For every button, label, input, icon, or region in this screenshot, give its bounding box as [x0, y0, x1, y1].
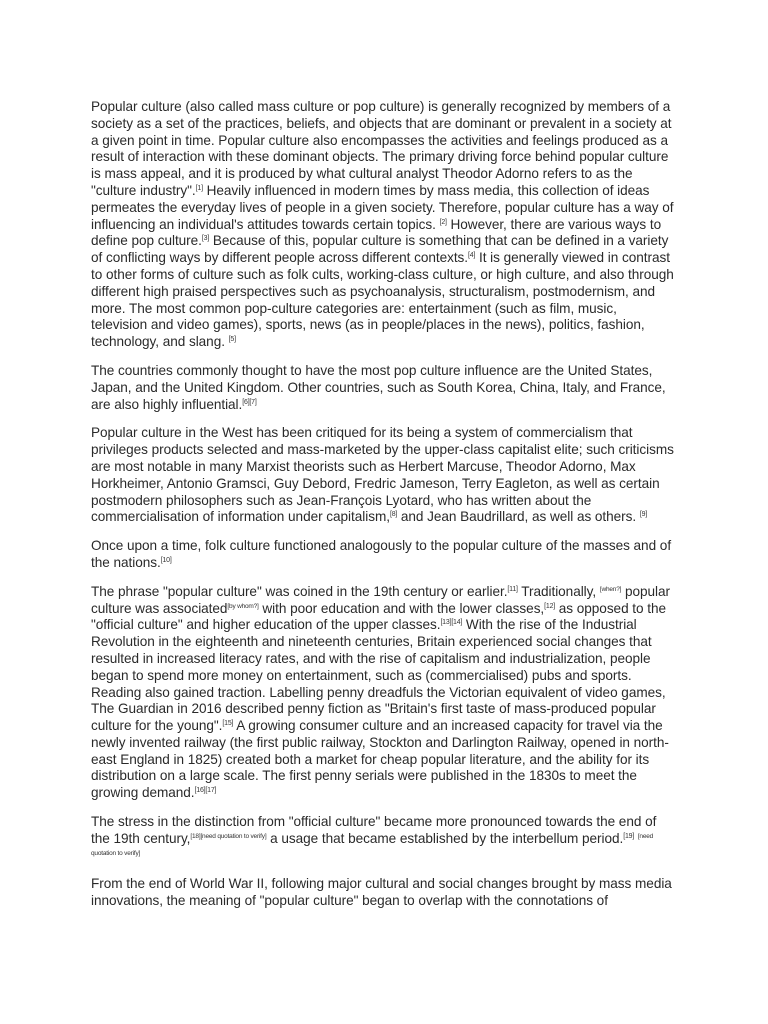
text-run: From the end of World War II, following major cultural and social changes brought by mass media innovations, the meaning of "popular culture" began to overlap with the connotations of [91, 876, 672, 909]
reference-link[interactable]: [13][14] [440, 619, 463, 627]
paragraph [91, 99, 675, 351]
text-run: a usage that became established by the interbellum period. [266, 830, 624, 846]
citation-needed-note[interactable]: [18][need quotation to verify] [190, 832, 267, 840]
reference-link[interactable]: [4] [468, 252, 476, 260]
reference-link[interactable]: [3] [201, 235, 210, 243]
citation-needed-note[interactable]: [by whom?] [227, 602, 259, 610]
reference-link[interactable]: [8] [389, 511, 398, 519]
text-run: A growing consumer culture and an increased capacity for travel via the newly invented railway (the first public railway, Stockton and Darlington Railway, opened in north-east England in 1825) created both a market for cheap popular literature, and the ability for its distribution on a large scale. The first penny serials were published in the 1830s to meet the growing demand. [91, 718, 669, 801]
reference-link[interactable]: [10] [160, 556, 172, 564]
citation-needed-note[interactable]: [need quotation to verify] [91, 832, 654, 857]
paragraph [91, 425, 675, 526]
paragraph [91, 814, 675, 864]
text-run: Traditionally, [517, 583, 600, 599]
text-run: With the rise of the Industrial Revolution in the eighteenth and nineteenth centuries, Britain experienced social changes that resulted in increased literacy rates, and with the rise of capitalism and industrialization, people began to spend more money on entertainment, such as (commercialised) pubs and sports. Reading also gained traction. Labelling penny dreadfuls the Victorian equivalent of video games, The Guardian in 2016 described penny fiction as "Britain's first taste of mass-produced popular culture for the young". [91, 617, 666, 734]
text-run: Popular culture in the West has been critiqued for its being a system of commercialism that privileges products selected and mass-marketed by the upper-class capitalist elite; such criticisms are most notable in many Marxist theorists such as Herbert Marcuse, Theodor Adorno, Max Horkheimer, Antonio Gramsci, Guy Debord, Fredric Jameson, Terry Eagleton, as well as certain postmodern philosophers such as Jean-François Lyotard, who has written about the commercialisation of information under capitalism, [91, 425, 674, 525]
text-run: and Jean Baudrillard, as well as others. [397, 509, 640, 525]
text-run: popular culture was associated [91, 583, 670, 616]
text-run: Popular culture (also called mass culture or pop culture) is generally recognized by members of a society as a set of the practices, beliefs, and objects that are dominant or prevalent in a society at a given point in time. Popular culture also encompasses the activities and feelings produced as a result of interaction with these dominant objects. The primary driving force behind popular culture is mass appeal, and it is produced by what cultural analyst Theodor Adorno refers to as the "culture industry". [91, 99, 672, 198]
text-run: as opposed to the "official culture" and higher education of the upper classes. [91, 600, 667, 633]
text-run: The countries commonly thought to have the most pop culture influence are the United States, Japan, and the United Kingdom. Other countries, such as South Korea, China, Italy, and France, are also highly influential. [91, 362, 666, 412]
paragraph [91, 876, 675, 910]
article-body [91, 99, 675, 910]
text-run: The stress in the distinction from "official culture" became more pronounced towards the end of the 19th century, [91, 814, 657, 846]
reference-link[interactable]: [1] [195, 184, 203, 192]
paragraph [91, 363, 675, 413]
reference-link[interactable]: [11] [507, 585, 518, 593]
text-run: Once upon a time, folk culture functioned analogously to the popular culture of the masses and of the nations. [91, 538, 672, 570]
reference-link[interactable]: [19] [623, 832, 635, 840]
text-run: Heavily influenced in modern times by mass media, this collection of ideas permeates the everyday lives of people in a given society. Therefore, popular culture has a way of influencing an individual's attitudes towards certain topics. [91, 182, 674, 232]
text-run: It is generally viewed in contrast to other forms of culture such as folk cults, working-class culture, or high culture, and also through different high praised perspectives such as psychoanalysis, structuralism, postmodernism, and more. The most common pop-culture categories are: entertainment (such as film, music, television and video games), sports, news (as in people/places in the news), politics, fashion, technology, and slang. [91, 250, 674, 350]
reference-link[interactable]: [15] [222, 720, 234, 728]
paragraph [91, 538, 675, 572]
text-run: However, there are various ways to define pop culture. [91, 216, 662, 249]
reference-link[interactable]: [12] [544, 602, 556, 610]
text-run: with poor education and with the lower classes, [258, 600, 545, 616]
reference-link[interactable]: [6][7] [242, 398, 257, 406]
text-run: The phrase "popular culture" was coined in the 19th century or earlier. [91, 583, 508, 599]
reference-link[interactable]: [9] [639, 511, 648, 519]
reference-link[interactable]: [2] [439, 218, 447, 226]
reference-link[interactable]: [16][17] [194, 787, 217, 795]
reference-link[interactable]: [5] [228, 336, 236, 344]
paragraph [91, 584, 675, 802]
text-run: Because of this, popular culture is something that can be defined in a variety of conflicting ways by different people across different contexts. [91, 233, 669, 266]
citation-needed-note[interactable]: [when?] [599, 585, 622, 593]
